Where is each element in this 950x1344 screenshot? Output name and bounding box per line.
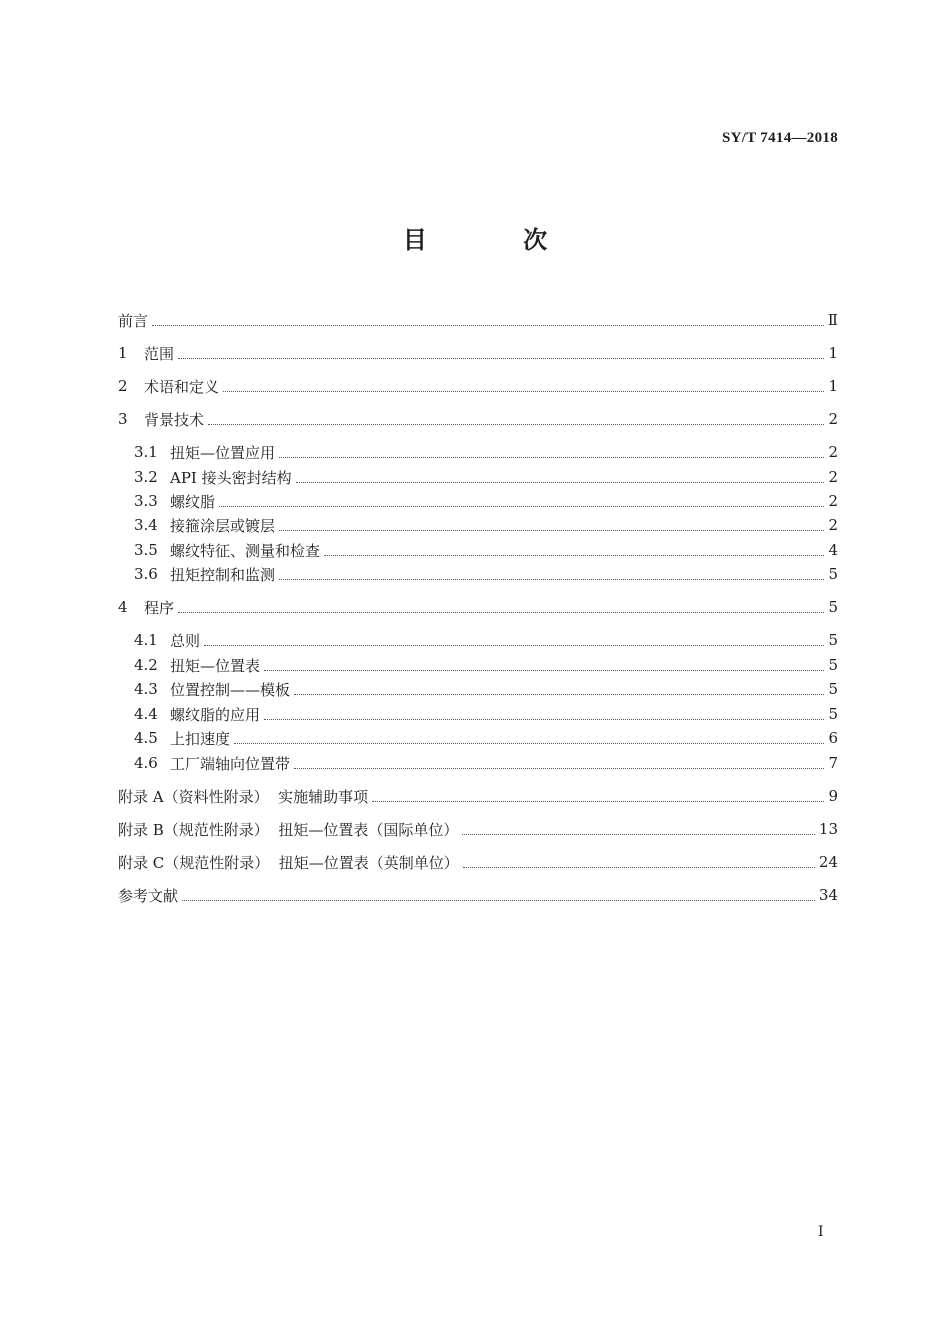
toc-entry-page: 2 xyxy=(828,516,838,534)
dot-leader xyxy=(182,899,815,901)
dot-leader xyxy=(264,718,824,720)
toc-entry[interactable] xyxy=(134,702,838,726)
toc-entry[interactable] xyxy=(134,726,838,750)
toc-entry[interactable] xyxy=(134,628,838,652)
toc-entry[interactable] xyxy=(118,407,838,431)
toc-entry[interactable] xyxy=(134,653,838,677)
toc-entry-label: 工厂端轴向位置带 xyxy=(170,754,291,773)
toc-entry[interactable] xyxy=(134,440,838,464)
toc-entry-number: 3.3 xyxy=(134,492,158,510)
toc-entry-page: 5 xyxy=(828,565,838,583)
toc-entry-label: 螺纹特征、测量和检查 xyxy=(170,541,321,560)
toc-entry-page: 2 xyxy=(828,468,838,486)
toc-entry-label: 上扣速度 xyxy=(170,729,231,748)
dot-leader xyxy=(294,767,824,769)
toc-entry-label: 附录 B（规范性附录） 扭矩—位置表（国际单位） xyxy=(118,820,459,839)
toc-entry-number: 1 xyxy=(118,344,128,362)
toc-entry-page: 34 xyxy=(818,886,838,904)
dot-leader xyxy=(296,481,824,483)
dot-leader xyxy=(178,611,824,613)
toc-entry-number: 3.4 xyxy=(134,516,158,534)
toc-entry-page: 2 xyxy=(828,410,838,428)
toc-entry-page: 2 xyxy=(828,492,838,510)
toc-entry[interactable] xyxy=(134,751,838,775)
toc-entry[interactable] xyxy=(118,374,838,398)
toc-entry[interactable] xyxy=(118,784,838,808)
dot-leader xyxy=(324,554,824,556)
toc-entry-label: 参考文献 xyxy=(118,886,179,905)
standard-code: SY/T 7414—2018 xyxy=(721,130,838,146)
toc-entry-label: 前言 xyxy=(118,311,149,330)
toc-entry-number: 3 xyxy=(118,410,128,428)
dot-leader xyxy=(372,800,824,802)
toc-entry-page: 1 xyxy=(828,377,838,395)
toc-entry-number: 4.3 xyxy=(134,680,158,698)
dot-leader xyxy=(462,833,815,835)
toc-entry-page: 9 xyxy=(828,787,838,805)
toc-entry-page: 24 xyxy=(818,853,838,871)
toc-entry[interactable] xyxy=(134,465,838,489)
dot-leader xyxy=(152,324,824,326)
toc-entry-label: 背景技术 xyxy=(144,410,205,429)
toc-entry-page: 1 xyxy=(828,344,838,362)
toc-entry[interactable] xyxy=(134,489,838,513)
toc-entry-page: 5 xyxy=(828,705,838,723)
toc-entry-page: 2 xyxy=(828,443,838,461)
dot-leader xyxy=(463,866,815,868)
toc-entry-label: 扭矩控制和监测 xyxy=(170,565,276,584)
toc-entry-label: 扭矩—位置表 xyxy=(170,656,261,675)
dot-leader xyxy=(294,693,824,695)
dot-leader xyxy=(223,390,824,392)
toc-entry-number: 4.4 xyxy=(134,705,158,723)
toc-entry-page: 5 xyxy=(828,680,838,698)
dot-leader xyxy=(208,423,824,425)
toc-entry-label: 附录 A（资料性附录） 实施辅助事项 xyxy=(118,787,369,806)
toc-entry-number: 4.2 xyxy=(134,656,158,674)
toc-entry-number: 3.6 xyxy=(134,565,158,583)
toc-entry[interactable] xyxy=(134,562,838,586)
toc-entry-number: 3.5 xyxy=(134,541,158,559)
page-title: 目 次 xyxy=(402,225,592,254)
dot-leader xyxy=(219,505,824,507)
toc-entry-label: 接箍涂层或镀层 xyxy=(170,516,276,535)
dot-leader xyxy=(234,742,824,744)
toc-entry-number: 3.1 xyxy=(134,443,158,461)
toc-entry-page: 5 xyxy=(828,656,838,674)
toc-entry-page: 6 xyxy=(828,729,838,747)
dot-leader xyxy=(264,669,824,671)
toc-entry[interactable] xyxy=(134,513,838,537)
toc-entry[interactable] xyxy=(118,308,838,332)
toc-entry-label: 螺纹脂的应用 xyxy=(170,705,261,724)
toc-entry-number: 4.6 xyxy=(134,754,158,772)
toc-entry-page: Ⅱ xyxy=(827,311,838,329)
dot-leader xyxy=(178,357,824,359)
toc-entry-label: 总则 xyxy=(170,631,201,650)
page-number: Ⅰ xyxy=(818,1224,824,1240)
dot-leader xyxy=(204,644,824,646)
dot-leader xyxy=(279,529,824,531)
toc-entry-label: 位置控制——模板 xyxy=(170,680,291,699)
toc-entry-label: 扭矩—位置应用 xyxy=(170,443,276,462)
toc-entry-page: 4 xyxy=(828,541,838,559)
dot-leader xyxy=(279,578,824,580)
toc-entry-number: 3.2 xyxy=(134,468,158,486)
toc-entry-label: 程序 xyxy=(144,598,175,617)
toc-entry[interactable] xyxy=(118,817,838,841)
toc-entry[interactable] xyxy=(134,677,838,701)
toc-entry-label: 范围 xyxy=(144,344,175,363)
toc-entry-number: 4.5 xyxy=(134,729,158,747)
toc-entry[interactable] xyxy=(118,595,838,619)
toc-entry-page: 5 xyxy=(828,598,838,616)
toc-entry-number: 2 xyxy=(118,377,128,395)
toc-entry[interactable] xyxy=(118,850,838,874)
toc-entry[interactable] xyxy=(118,883,838,907)
toc-entry[interactable] xyxy=(118,341,838,365)
toc-entry-page: 5 xyxy=(828,631,838,649)
toc-entry-label: 术语和定义 xyxy=(144,377,220,396)
toc-entry-page: 7 xyxy=(828,754,838,772)
toc-entry-label: 螺纹脂 xyxy=(170,492,216,511)
toc-entry[interactable] xyxy=(134,538,838,562)
toc-entry-number: 4.1 xyxy=(134,631,158,649)
toc-entry-label: API 接头密封结构 xyxy=(170,468,292,487)
toc-entry-number: 4 xyxy=(118,598,128,616)
dot-leader xyxy=(279,456,824,458)
toc-entry-label: 附录 C（规范性附录） 扭矩—位置表（英制单位） xyxy=(118,853,459,872)
toc-entry-page: 13 xyxy=(818,820,838,838)
